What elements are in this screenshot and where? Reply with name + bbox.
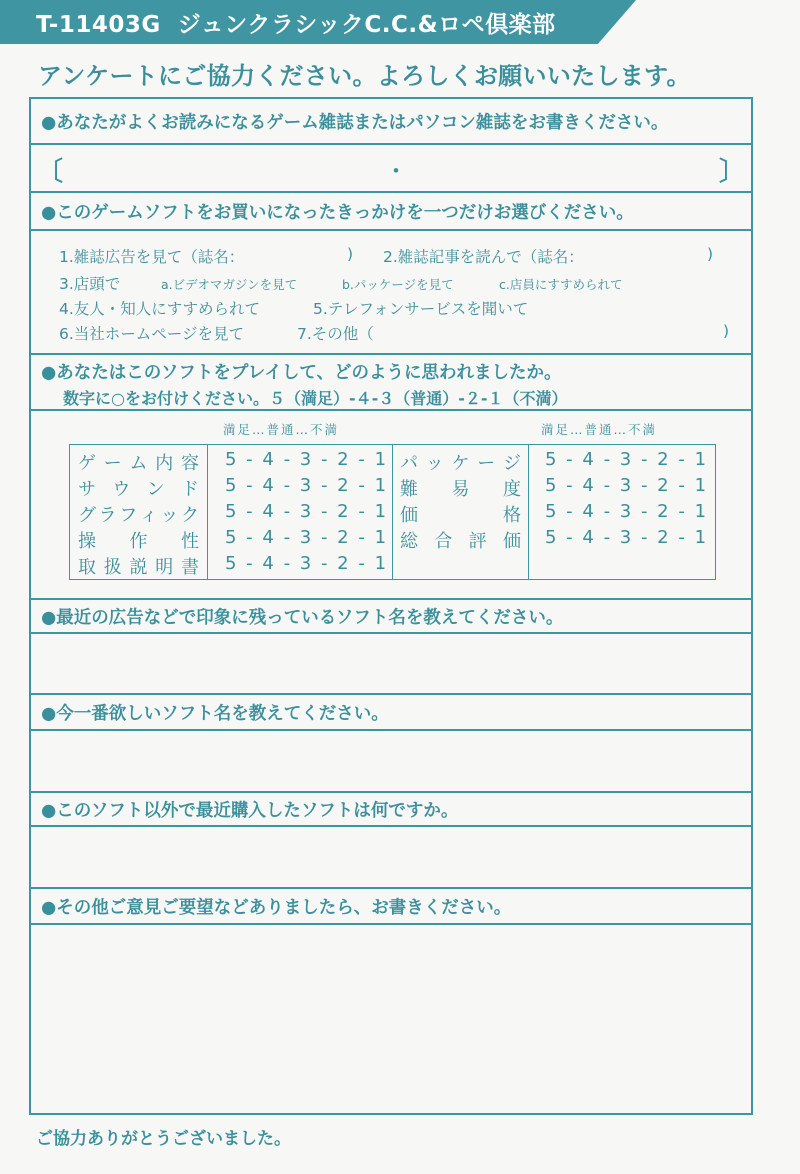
option-2-close: )	[707, 245, 714, 263]
divider	[528, 445, 529, 579]
rating-scale[interactable]: 5 - 4 - 3 - 2 - 1	[225, 449, 389, 470]
rating-scale[interactable]: 5 - 4 - 3 - 2 - 1	[545, 475, 709, 496]
product-title: ジュンクラシックC.C.&ロペ倶楽部	[177, 12, 556, 38]
option-3a[interactable]: a.ビデオマガジンを見て	[161, 277, 298, 292]
divider	[392, 445, 393, 579]
q4-title: ●最近の広告などで印象に残っているソフト名を教えてください。	[31, 598, 751, 634]
option-2[interactable]: 2.雑誌記事を読んで（誌名：	[383, 248, 584, 266]
thank-you-text: ご協力ありがとうございました。	[36, 1129, 291, 1149]
rating-scale[interactable]: 5 - 4 - 3 - 2 - 1	[225, 553, 389, 574]
rating-table	[69, 444, 716, 580]
option-4[interactable]: 4.友人・知人にすすめられて	[59, 300, 260, 318]
q3-title	[31, 353, 751, 411]
item-package: パ ッ ケ ー ジ	[400, 453, 522, 474]
option-5[interactable]: 5.テレフォンサービスを聞いて	[313, 300, 529, 318]
divider	[207, 445, 208, 579]
rating-scale[interactable]: 5 - 4 - 3 - 2 - 1	[545, 527, 709, 548]
q3-title-line1: ●あなたはこのソフトをプレイして、どのように思われましたか。	[41, 363, 562, 383]
item-price: 価 格	[400, 505, 522, 526]
header-title	[36, 6, 556, 39]
q6-answer-area[interactable]	[31, 827, 751, 887]
option-3[interactable]: 3.店頭で	[59, 275, 121, 293]
item-difficulty: 難 易 度	[400, 479, 522, 500]
item-graphics: グ ラ フ ィ ッ ク	[78, 505, 200, 526]
item-sound: サ ウ ン ド	[78, 479, 200, 500]
product-code: T-11403G	[36, 12, 161, 38]
q6-title: ●このソフト以外で最近購入したソフトは何ですか。	[31, 791, 751, 827]
q2-title: ●このゲームソフトをお買いになったきっかけを一つだけお選びください。	[31, 191, 751, 231]
item-controls: 操 作 性	[78, 531, 200, 552]
close-bracket: 〕	[718, 157, 745, 187]
scale-header-right: 満足…普通…不満	[541, 422, 658, 437]
q3-title-line2: 数字に○をお付けください。５（満足）-４-３（普通）-２-１（不満）	[63, 389, 568, 408]
separator-dot: ・	[386, 159, 406, 183]
survey-form	[29, 97, 753, 1115]
item-overall: 総 合 評 価	[400, 531, 522, 552]
q1-answer-field[interactable]	[31, 145, 751, 193]
rating-scale[interactable]: 5 - 4 - 3 - 2 - 1	[225, 475, 389, 496]
option-6[interactable]: 6.当社ホームページを見て	[59, 325, 244, 343]
option-3c[interactable]: c.店員にすすめられて	[499, 277, 623, 292]
option-7-close: )	[723, 322, 730, 340]
item-manual: 取 扱 説 明 書	[78, 557, 200, 578]
q4-answer-area[interactable]	[31, 634, 751, 693]
q7-answer-area[interactable]	[31, 925, 751, 1113]
rating-scale[interactable]: 5 - 4 - 3 - 2 - 1	[225, 527, 389, 548]
option-1-close: )	[347, 245, 354, 263]
intro-text: アンケートにご協力ください。よろしくお願いいたします。	[38, 62, 691, 90]
q5-answer-area[interactable]	[31, 731, 751, 791]
option-1[interactable]: 1.雑誌広告を見て（誌名：	[59, 248, 245, 266]
open-bracket: 〔	[37, 157, 64, 187]
scale-header-left: 満足…普通…不満	[223, 422, 340, 437]
item-game-content: ゲ ー ム 内 容	[78, 453, 200, 474]
rating-scale[interactable]: 5 - 4 - 3 - 2 - 1	[545, 501, 709, 522]
option-3b[interactable]: b.パッケージを見て	[342, 277, 454, 292]
q1-title: ●あなたがよくお読みになるゲーム雑誌またはパソコン雑誌をお書きください。	[31, 99, 751, 145]
rating-scale[interactable]: 5 - 4 - 3 - 2 - 1	[545, 449, 709, 470]
q7-title: ●その他ご意見ご要望などありましたら、お書きください。	[31, 887, 751, 925]
q5-title: ●今一番欲しいソフト名を教えてください。	[31, 693, 751, 731]
option-7[interactable]: 7.その他（	[297, 325, 374, 343]
rating-scale[interactable]: 5 - 4 - 3 - 2 - 1	[225, 501, 389, 522]
